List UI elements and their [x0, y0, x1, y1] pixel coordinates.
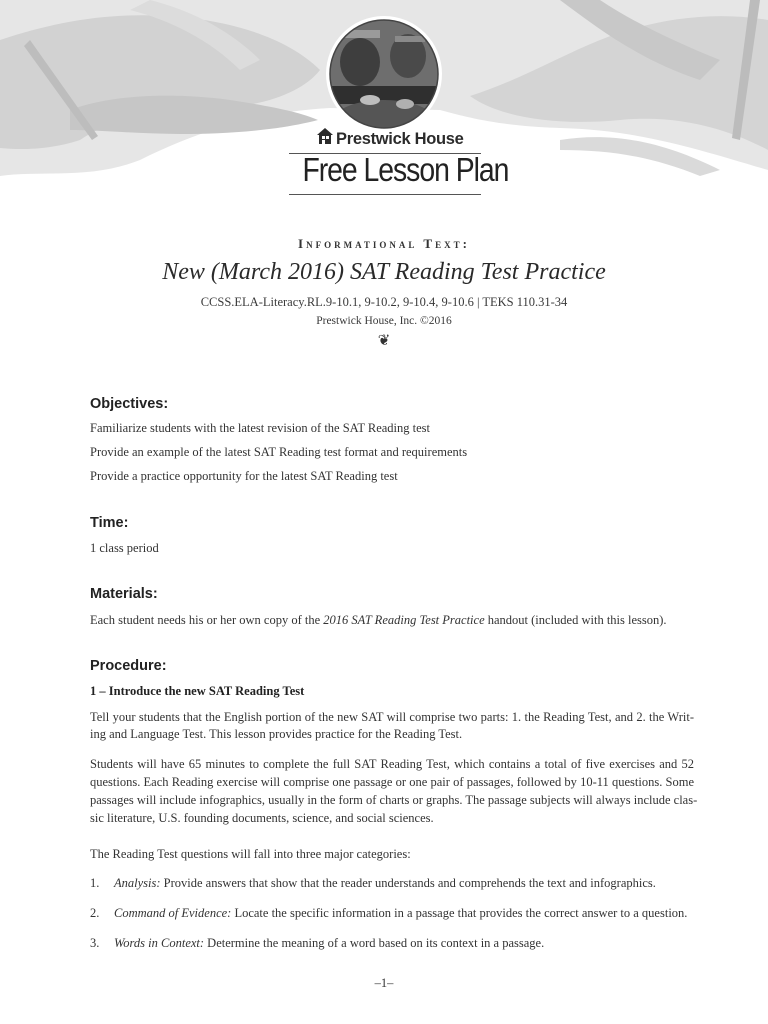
- category-number: 3.: [90, 936, 100, 950]
- lesson-plan-title: Free Lesson Plan: [302, 151, 509, 188]
- paragraph-line: ing and Language Test. This lesson provides practice for the Reading Test.: [90, 727, 463, 741]
- procedure-step-heading: 1 – Introduce the new SAT Reading Test: [90, 684, 305, 698]
- objective-item: Provide a practice opportunity for the latest SAT Reading test: [90, 469, 398, 483]
- page-number: –1–: [374, 976, 394, 990]
- house-logo-icon: [316, 127, 334, 145]
- materials-text-after: handout (included with this lesson).: [484, 613, 667, 627]
- document-kicker: Informational Text:: [298, 236, 470, 251]
- paragraph-line: Tell your students that the English portion of the new SAT will comprise two parts: 1. the Reading Test, and 2. the Writ-: [90, 710, 694, 724]
- materials-heading: Materials:: [90, 586, 158, 602]
- standards-line: CCSS.ELA-Literacy.RL.9-10.1, 9-10.2, 9-10.4, 9-10.6 | TEKS 110.31-34: [200, 295, 568, 309]
- category-term: Words in Context:: [114, 936, 205, 950]
- category-number: 1.: [90, 876, 100, 890]
- category-item: [114, 906, 687, 921]
- publisher-logo: [0, 0, 768, 210]
- publisher-line: Prestwick House, Inc. ©2016: [316, 315, 452, 327]
- time-text: 1 class period: [90, 541, 159, 555]
- paragraph-line: passages will include infographics, usually in the form of charts or graphs. The passage subjects will always include clas-: [90, 793, 698, 807]
- document-title: New (March 2016) SAT Reading Test Practice: [162, 259, 606, 285]
- categories-intro: The Reading Test questions will fall into three major categories:: [90, 847, 411, 861]
- category-term: Command of Evidence:: [114, 906, 232, 920]
- paragraph-line: questions. Each Reading exercise will comprise one passage or one pair of passages, followed by 10-11 questions. Some: [90, 775, 694, 789]
- category-item: [114, 876, 656, 891]
- handout-title: 2016 SAT Reading Test Practice: [323, 613, 485, 627]
- paragraph-line: Students will have 65 minutes to complete the full SAT Reading Test, which contains a total of five exercises and 52: [90, 757, 694, 771]
- materials-text-before: Each student needs his or her own copy of the: [90, 613, 324, 627]
- category-text: Determine the meaning of a word based on its context in a passage.: [204, 936, 545, 950]
- brand-name: Prestwick House: [336, 130, 464, 148]
- category-text: Locate the specific information in a passage that provides the correct answer to a question.: [231, 906, 688, 920]
- brand-rule-bottom: [289, 194, 481, 195]
- fleuron-ornament-icon: ❦: [377, 333, 391, 349]
- category-number: 2.: [90, 906, 100, 920]
- objectives-heading: Objectives:: [90, 396, 169, 412]
- category-item: [114, 936, 544, 951]
- objective-item: Familiarize students with the latest revision of the SAT Reading test: [90, 421, 430, 435]
- category-term: Analysis:: [114, 876, 161, 890]
- category-text: Provide answers that show that the reader understands and comprehends the text and infographics.: [160, 876, 656, 890]
- paragraph-line: sic literature, U.S. founding documents, science, and social sciences.: [90, 811, 434, 825]
- procedure-heading: Procedure:: [90, 658, 167, 674]
- time-heading: Time:: [90, 515, 129, 531]
- materials-text: [90, 613, 667, 628]
- objective-item: Provide an example of the latest SAT Reading test format and requirements: [90, 445, 468, 459]
